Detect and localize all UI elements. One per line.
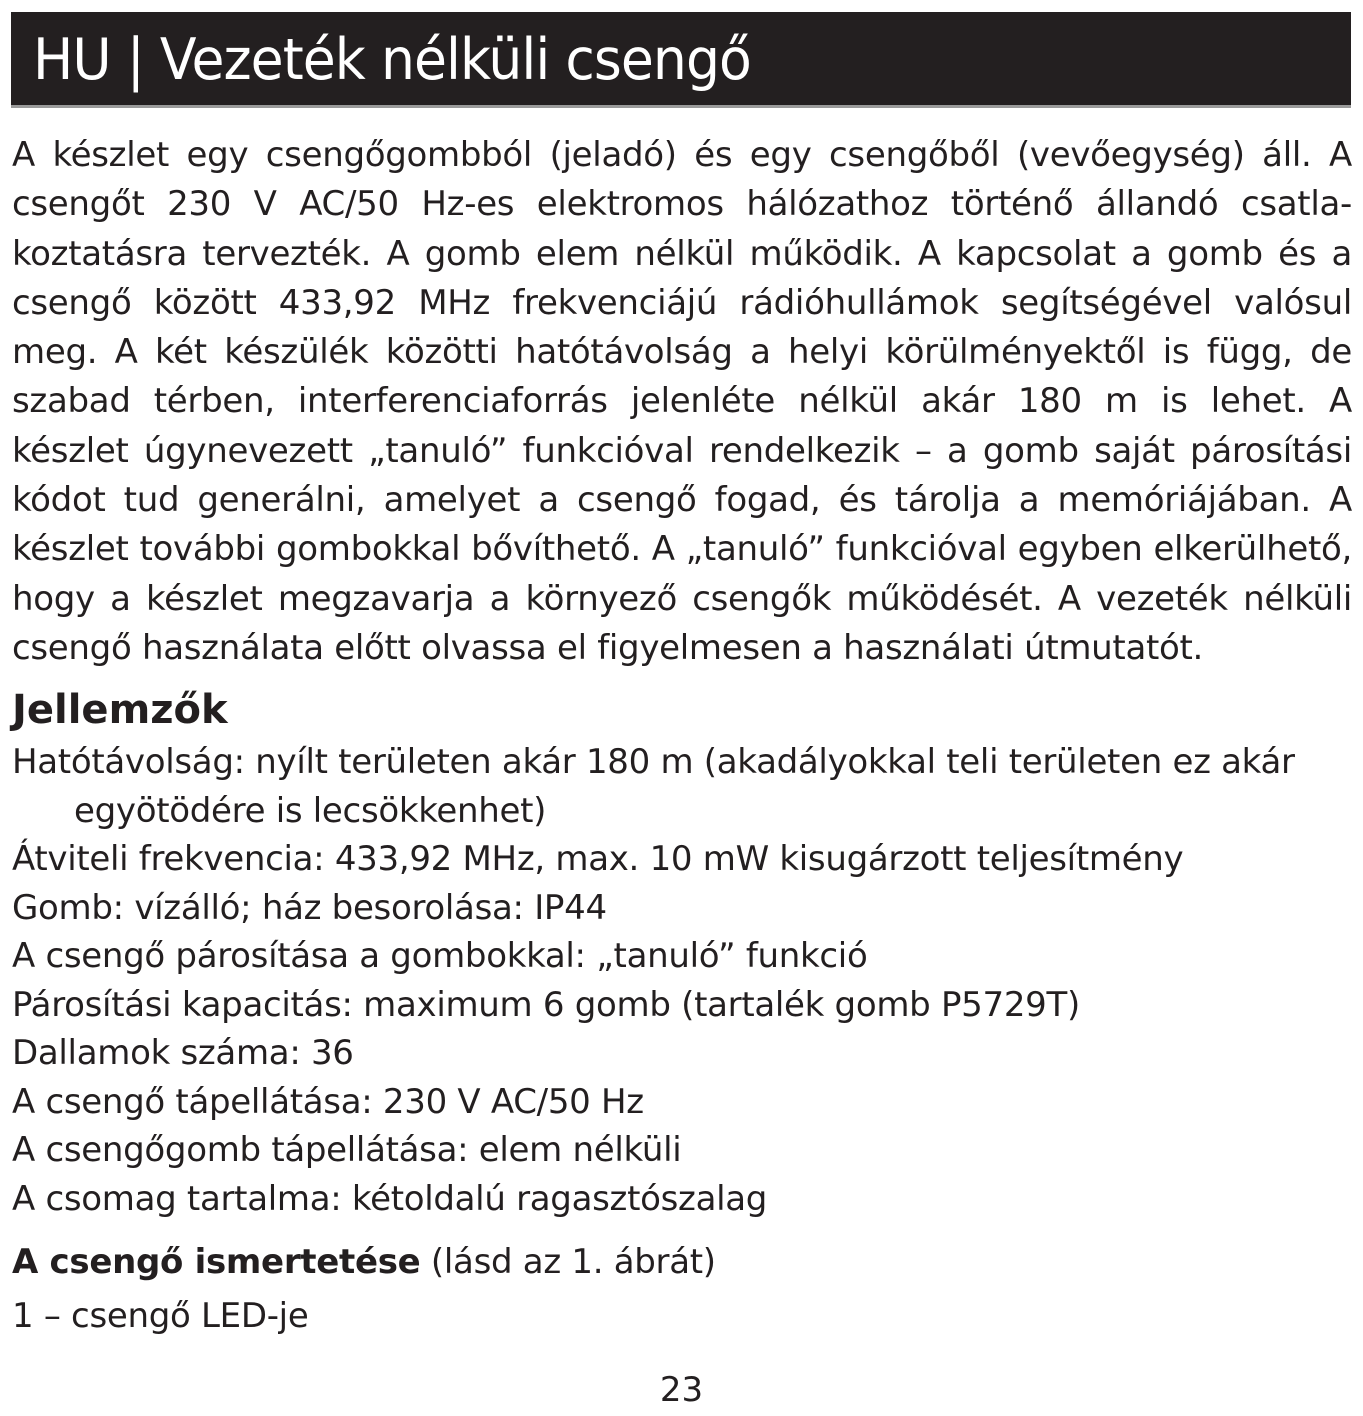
page-number: 23 [659, 1370, 704, 1410]
feature-item-melodies: Dallamok száma: 36 [12, 1033, 354, 1073]
title-bar [11, 12, 1351, 108]
description-heading-bold: A csengő ismertetése [12, 1242, 421, 1282]
description-heading [12, 1236, 716, 1288]
feature-item-pairing: A csengő párosítása a gombokkal: „tanuló” funkció [12, 936, 868, 976]
description-item-led: 1 – csengő LED-je [12, 1296, 309, 1336]
page-title: HU | Vezeték nélküli csengő [33, 27, 751, 93]
feature-item-range: Hatótávolság: nyílt területen akár 180 m (akadályokkal teli területen ez akár egyötödére is lecsökkenhet) [12, 742, 1295, 831]
feature-item-button-power: A csengőgomb tápellátása: elem nélküli [12, 1130, 682, 1170]
feature-item-capacity: Párosítási kapacitás: maximum 6 gomb (tartalék gomb P5729T) [12, 984, 1080, 1025]
features-list [12, 738, 1352, 1223]
description-heading-rest: (lásd az 1. ábrát) [420, 1242, 716, 1282]
feature-item-frequency: Átviteli frekvencia: 433,92 MHz, max. 10 mW kisugárzott teljesítmény [12, 839, 1184, 879]
feature-item-package: A csomag tartalma: kétoldalú ragasztószalag [12, 1178, 768, 1219]
feature-item-chime-power: A csengő tápellátása: 230 V AC/50 Hz [12, 1081, 644, 1122]
features-heading: Jellemzők [12, 687, 228, 733]
intro-paragraph: A készlet egy csengőgombból (jeladó) és egy csengőből (vevőegység) áll. A csengőt 230 V AC/50 Hz-es elektromos hálózathoz történő állandó csatla-koztatásra tervezték. A gomb elem nélkül működik. A kapcsolat a gomb és a csengő között 433,92 MHz frekvenciájú rádióhullámok segítségével valósul meg. A két készülék közötti hatótávolság a helyi körülményektől is függ, de szabad térben, interferenciaforrás jelenléte nélkül akár 180 m is lehet. A készlet úgynevezett „tanuló” funkcióval rendelkezik – a gomb saját párosítási kódot tud generálni, amelyet a csengő fogad, és tárolja a memóriájában. A készlet további gombokkal bővíthető. A „tanuló” funkcióval egyben elkerülhető, hogy a készlet megzavarja a környező csengők működését. A vezeték nélküli csengő használata előtt olvassa el figyelmesen a használati útmutatót. [12, 135, 1352, 668]
feature-item-button: Gomb: vízálló; ház besorolása: IP44 [12, 887, 607, 928]
